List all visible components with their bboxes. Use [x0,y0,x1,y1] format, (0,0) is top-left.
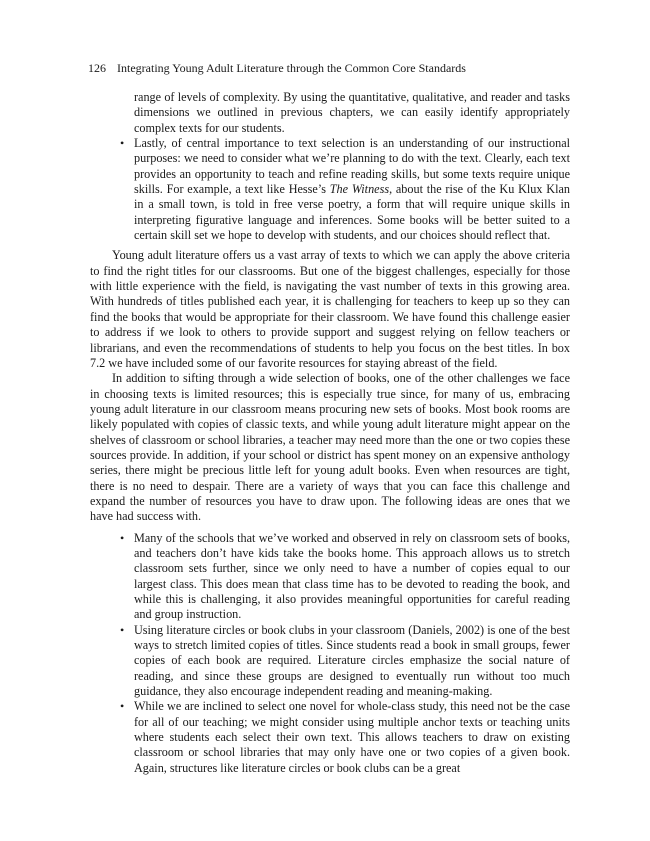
ideas-bullet-list [120,531,570,777]
list-item [120,531,570,623]
list-item-text: While we are inclined to select one novel for whole-class study, this need not be the case for all of our teaching; we might consider using multiple anchor texts or teaching units where students each select their own text. This allows teachers to draw on existing classroom or school libraries that may only have one or two copies of a given book. Again, structures like literature circles or book clubs can be a great [134,699,570,775]
list-item-text: Many of the schools that we’ve worked and observed in rely on classroom sets of books, and teachers don’t have kids take the books home. This approach allows us to stretch classroom sets further, since we only need to have a number of copies equal to our largest class. This does mean that class time has to be devoted to reading the book, and while this is challenging, it also provides meaningful opportunities for careful reading and group instruction. [134,530,570,622]
list-item-text: Using literature circles or book clubs in your classroom (Daniels, 2002) is one of the best ways to stretch limited copies of titles. Since students read a book in small groups, fewer copies of each book are required. Literature circles emphasize the social nature of reading, and since these groups are designed to eventually run without too much guidance, they also encourage independent reading and meaning-making. [134,622,570,699]
bullet-icon: • [120,136,125,151]
paragraph: In addition to sifting through a wide selection of books, one of the other challenges we face in choosing texts is limited resources; this is especially true since, for many of us, embracing young adult literature in our classroom means procuring new sets of books. Most book rooms are likely populated with copies of classic texts, and while young adult literature might appear on the shelves of classroom or school libraries, a teacher may need more than the one or two copies these sources provide. In addition, if your school or district has spent money on an expensive anthology series, there might be precious little left for young adult books. Even when resources are tight, there is no need to despair. There are a variety of ways that you can face this challenge and expand the number of resources you have to draw upon. The following ideas are ones that we have had success with. [90,371,570,524]
list-item [120,90,570,136]
bullet-icon: • [120,530,125,545]
running-title: Integrating Young Adult Literature through the Common Core Standards [117,61,466,75]
paragraph: Young adult literature offers us a vast array of texts to which we can apply the above criteria to find the right titles for our classrooms. But one of the biggest challenges, especially for those with little experience with the field, is navigating the vast number of texts in this growing area. With hundreds of titles published each year, it is challenging for teachers to keep up so they can find the books that would be appropriate for their classroom. We have found this challenge easier to address if we look to others to provide support and suggest relying on fellow teachers or librarians, and even the recommendations of students to help you focus on the best titles. In box 7.2 we have included some of our favorite resources for staying abreast of the field. [90,248,570,370]
list-item-text: Lastly, of central importance to text selection is an understanding of our instructional purposes: we need to consider what we’re planning to do with the text. Clearly, each text provides an opportunity to teach and refine reading skills, but some texts require unique skills. For example, a text like Hesse’s The Witness, about the rise of the Ku Klux Klan in a small town, is told in free verse poetry, a form that will require unique skills in interpreting figurative language and inferences. Some books will be better suited to a certain skill set we hope to develop with students, and our choices should reflect that. [134,136,570,243]
list-item [120,136,570,243]
page-body [90,90,570,776]
page-number: 126 [88,61,106,75]
bullet-icon: • [120,622,125,637]
book-title: The Witness [329,182,390,197]
running-head [88,61,466,76]
list-item-text: range of levels of complexity. By using the quantitative, qualitative, and reader and tasks dimensions we outlined in previous chapters, we can easily identify appropriately complex texts for our students. [134,90,570,135]
list-item [120,699,570,776]
continued-bullet-list [120,90,570,243]
bullet-icon: • [120,699,125,714]
list-item [120,623,570,700]
